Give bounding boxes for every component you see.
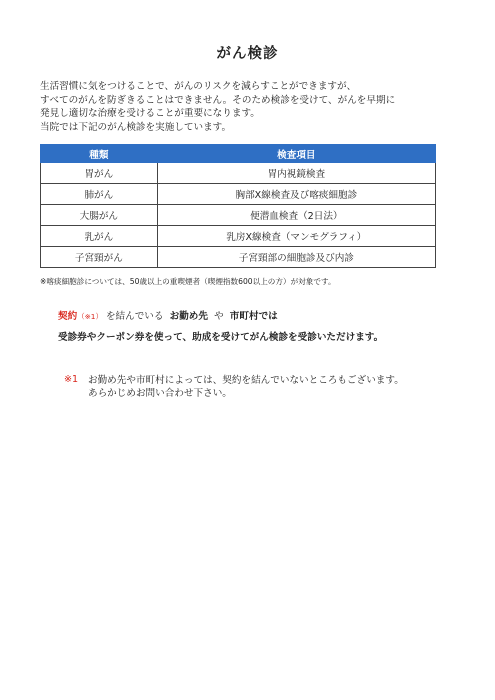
exam-item-cell: 胸部X線検査及び喀痰細胞診: [157, 184, 435, 205]
contract-middle-text: を結んでいる: [105, 311, 164, 322]
intro-line: 発見し適切な治療を受けることが重要になります。: [40, 108, 260, 119]
table-header-row: [41, 145, 436, 163]
cancer-type-cell: 大腸がん: [41, 205, 158, 226]
intro-line: すべてのがんを防ぎきることはできません。そのため検診を受けて、がんを早期に: [40, 94, 396, 106]
header-type: 種類: [41, 145, 158, 163]
footnote-mark: ※1: [64, 374, 79, 385]
exam-item-cell: 子宮頸部の細胞診及び内診: [157, 247, 435, 268]
exam-item-cell: 胃内視鏡検査: [157, 163, 435, 184]
table-row: [41, 247, 436, 268]
exam-item-cell: 便潜血検査（2日法）: [157, 205, 435, 226]
org-employer: お勤め先: [169, 311, 208, 322]
footnote-line: あらかじめお問い合わせ下さい。: [88, 388, 232, 399]
screening-table: [40, 144, 436, 268]
org-municipality: 市町村では: [229, 311, 278, 322]
contract-footnote-mark: （※1）: [77, 312, 103, 321]
exam-item-cell: 乳房X線検査（マンモグラフィ）: [157, 226, 435, 247]
header-exam-item: 検査項目: [157, 145, 435, 163]
intro-line: 生活習慣に気をつけることで、がんのリスクを減らすことができますが、: [40, 81, 357, 92]
footnote-line: お勤め先や市町村によっては、契約を結んでいないところもございます。: [88, 375, 404, 386]
cancer-type-cell: 肺がん: [41, 184, 158, 205]
contract-keyword: 契約: [58, 311, 78, 322]
contract-line-1: [58, 308, 278, 322]
cancer-type-cell: 乳がん: [41, 226, 158, 247]
intro-line: 当院では下記のがん検診を実施しています。: [40, 121, 232, 133]
table-row: [41, 226, 436, 247]
table-row: [41, 205, 436, 226]
table-row: [41, 163, 436, 184]
table-note: ※喀痰細胞診については、50歳以上の重喫煙者（喫煙指数600以上の方）が対象です。: [40, 277, 336, 286]
contract-line-2: 受診券やクーポン券を使って、助成を受けてがん検診を受診いただけます。: [58, 332, 384, 343]
table-row: [41, 184, 436, 205]
page-title: がん検診: [216, 46, 279, 62]
intro-paragraph: [40, 80, 460, 134]
org-conjunction: や: [214, 311, 224, 322]
footnote-text: [88, 374, 448, 400]
cancer-type-cell: 胃がん: [41, 163, 158, 184]
cancer-type-cell: 子宮頸がん: [41, 247, 158, 268]
